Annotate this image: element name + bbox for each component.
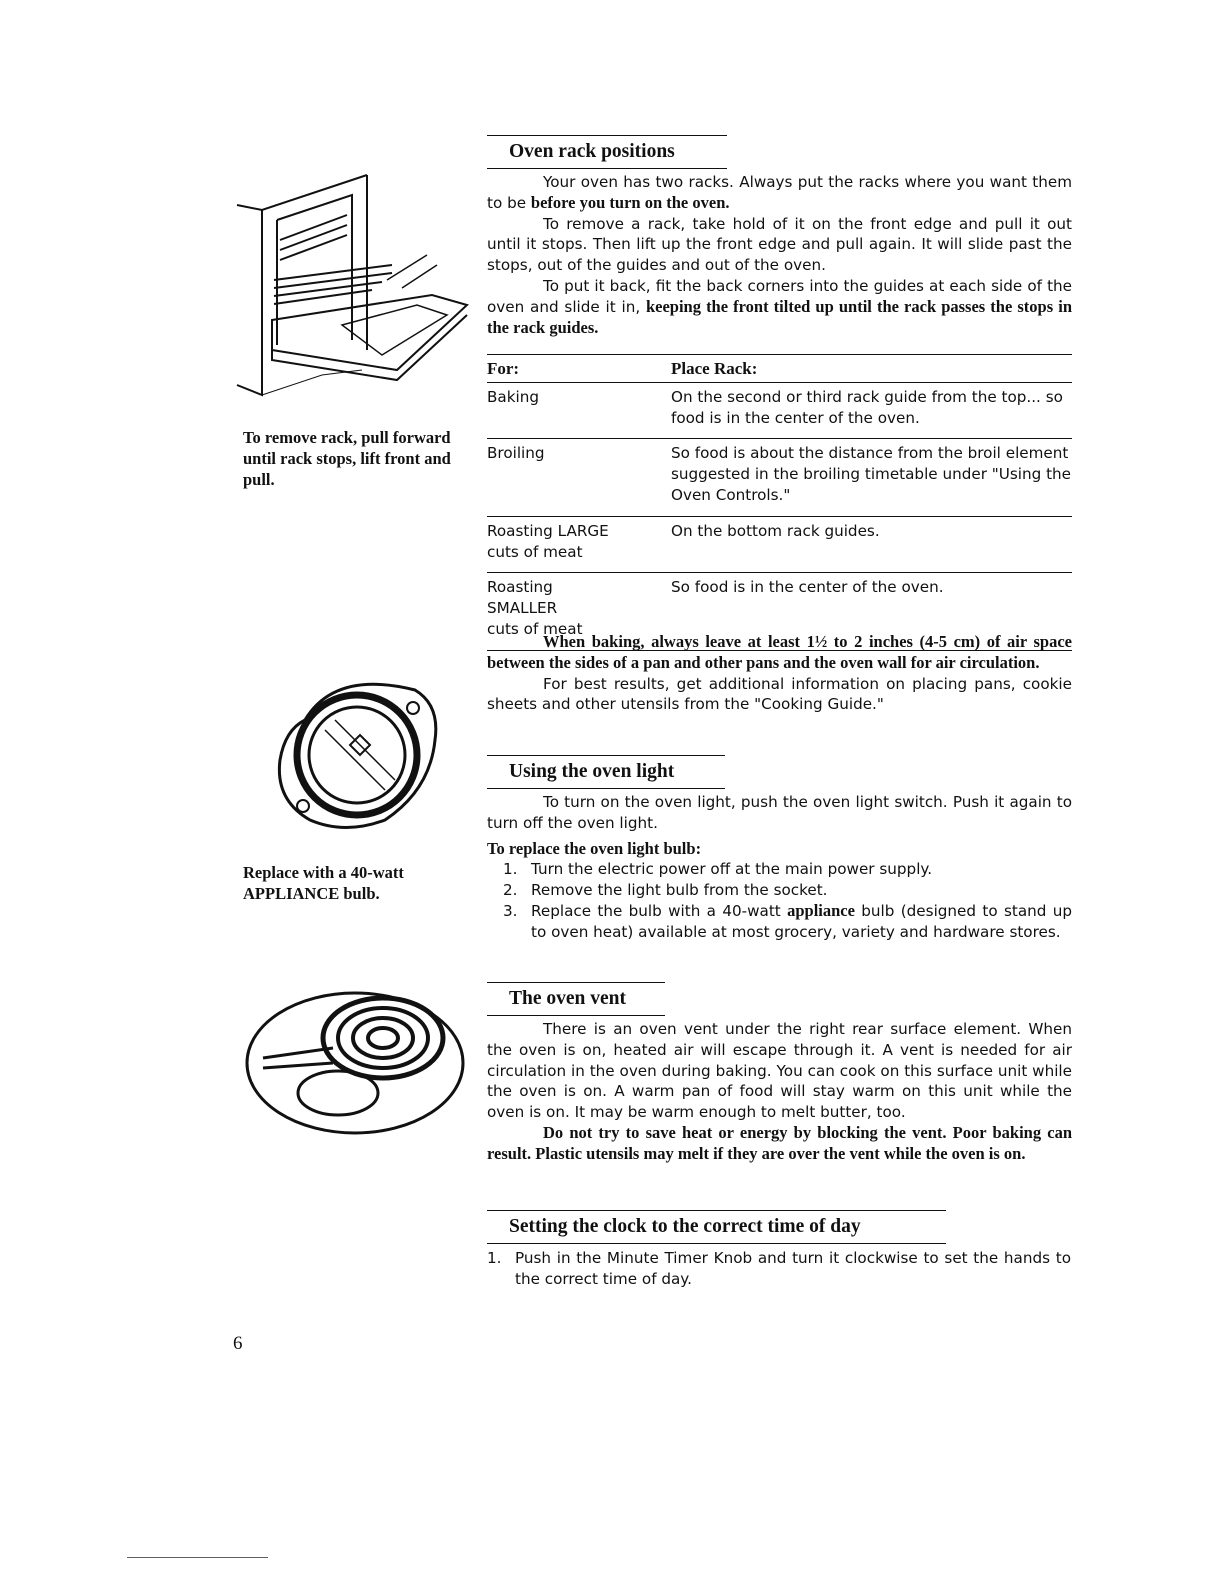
surface-element-illustration	[243, 968, 468, 1143]
baking-note: When baking, always leave at least 1½ to 2 inches (4-5 cm) of air space between the sides of a pan and other pans and the oven wall for air circulation. For best results, get additional information on placing pans, cookie sheets and other utensils from the "Cooking Guide."	[487, 632, 1072, 714]
list-item: 2. Remove the light bulb from the socket.	[503, 881, 828, 900]
rack-text: Your oven has two racks. Always put the racks where you want them to be before you turn on the oven. To remove a rack, take hold of it on the front edge and pull it out until it stops. Then lift up the front edge and pull again. It will slide past the stops, out of the guides and out of the oven. To put it back, fit the back corners into the guides at each side of the oven and slide it in, keeping the front tilted up until the rack passes the stops in the rack guides.	[487, 173, 1072, 337]
section-heading-clock: Setting the clock to the correct time of day	[487, 1210, 946, 1244]
footer-rule	[127, 1557, 268, 1558]
list-item: 1. Turn the electric power off at the main power supply.	[503, 860, 933, 879]
list-item: 1. Push in the Minute Timer Knob and turn it clockwise to set the hands to the correct time of day.	[487, 1249, 1071, 1288]
table-row: Broiling So food is about the distance from the broil element suggested in the broiling timetable under "Using the Oven Controls."	[487, 439, 1072, 516]
oven-rack-illustration	[232, 170, 472, 410]
section-heading-light: Using the oven light	[487, 755, 725, 789]
list-item: 3. Replace the bulb with a 40-watt appliance bulb (designed to stand up to oven heat) available at most grocery, variety and hardware stores.	[503, 900, 1072, 941]
vent-text: There is an oven vent under the right rear surface element. When the oven is on, heated air will escape through it. A vent is needed for air circulation in the oven during baking. You can cook on this surface unit while the oven is on. A warm pan of food will stay warm on this unit while the oven is on. It may be warm enough to melt butter, too. Do not try to save heat or energy by blocking the vent. Poor baking can result. Plastic utensils may melt if they are over the vent while the oven is on.	[487, 1020, 1072, 1163]
bulb-caption: Replace with a 40-watt APPLIANCE bulb.	[243, 863, 404, 903]
section-heading-rack: Oven rack positions	[487, 135, 727, 169]
light-text: To turn on the oven light, push the oven light switch. Push it again to turn off the oven light. To replace the oven light bulb: 1. Turn the electric power off at the main power supply. 2. Remove the light bulb from the socket. 3. Replace the bulb with a 40-watt appliance bulb (designed to stand up to oven heat) available at most grocery, variety and hardware stores.	[487, 793, 1072, 941]
page-number: 6	[233, 1333, 243, 1354]
table-row: Roasting LARGE cuts of meat On the bottom rack guides.	[487, 516, 1072, 573]
bulb-steps	[487, 859, 1072, 942]
table-row: Baking On the second or third rack guide from the top... so food is in the center of the oven.	[487, 382, 1072, 439]
clock-text	[471, 1248, 1071, 1290]
table-row: Roasting SMALLER cuts of meat So food is in the center of the oven.	[487, 573, 1072, 650]
light-bulb-illustration	[265, 660, 455, 845]
section-heading-vent: The oven vent	[487, 982, 665, 1016]
rack-caption: To remove rack, pull forward until rack stops, lift front and pull.	[243, 428, 451, 489]
rack-position-table	[487, 354, 1072, 651]
table-header: For: Place Rack:	[487, 355, 1072, 383]
